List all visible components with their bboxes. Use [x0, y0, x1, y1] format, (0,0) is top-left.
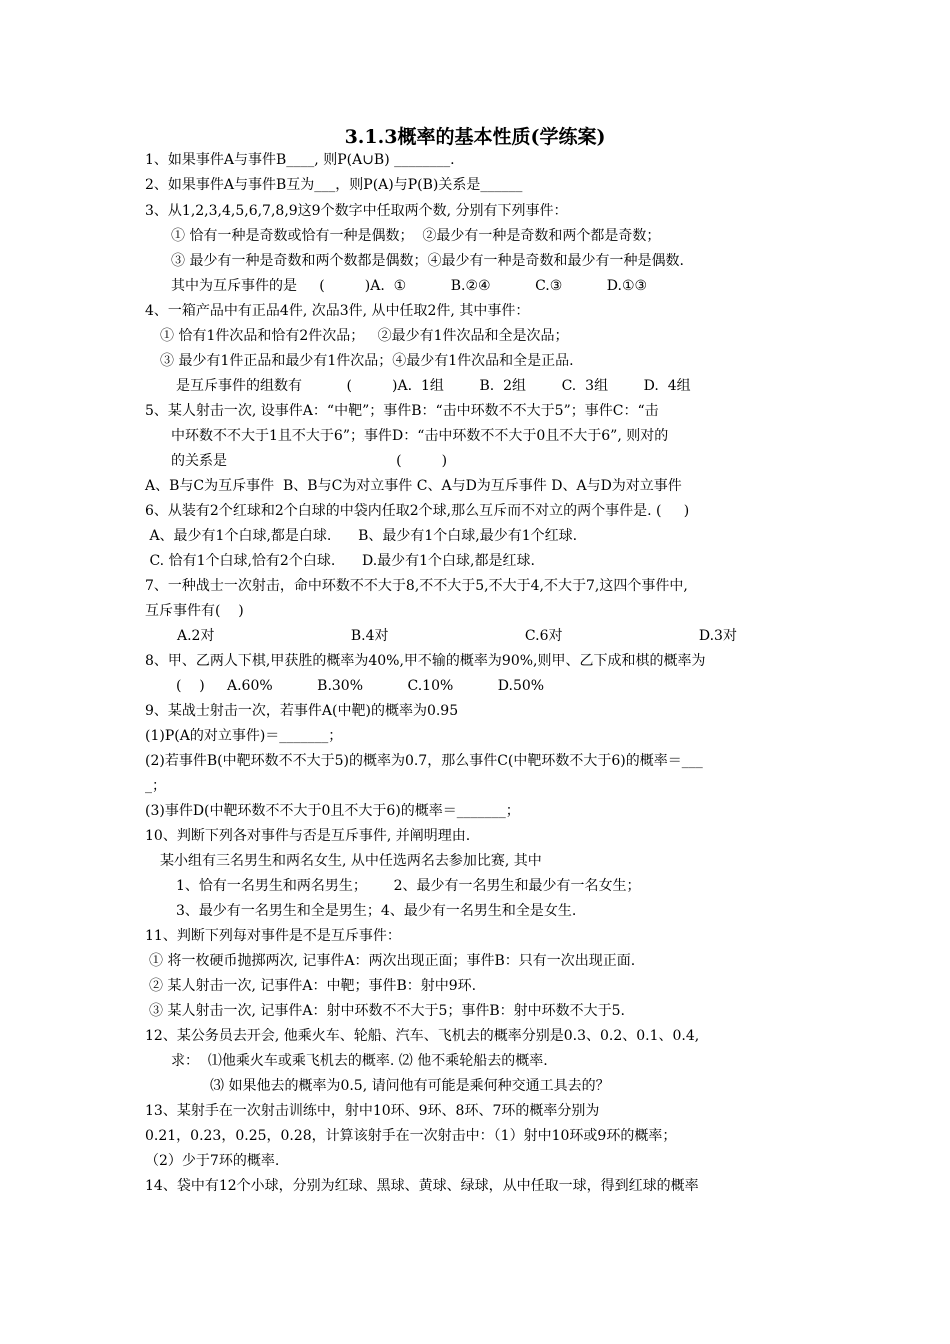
q9-line: 9、某战士射击一次，若事件A(中靶)的概率为0.95: [145, 703, 459, 719]
q11-item-1: ① 将一枚硬币抛掷两次, 记事件A：两次出现正面；事件B：只有一次出现正面.: [149, 953, 636, 969]
q13-line-1: 13、某射手在一次射击训练中，射中10环、9环、8环、7环的概率分别为: [145, 1103, 600, 1119]
q1-line: 1、如果事件A与事件B____, 则P(A∪B) ________.: [145, 152, 455, 168]
q11-item-3: ③ 某人射击一次, 记事件A：射中环数不不大于5；事件B：射中环数不大于5.: [149, 1003, 626, 1019]
q6-line: 6、从装有2个红球和2个白球的中袋内任取2个球,那么互斥而不对立的两个事件是. ( ): [145, 503, 690, 519]
q12-line-1: 12、某公务员去开会, 他乘火车、轮船、汽车、飞机去的概率分别是0.3、0.2、0.1、0.4,: [145, 1028, 700, 1044]
q14-line-1: 14、袋中有12个小球，分别为红球、黑球、黄球、绿球，从中任取一球，得到红球的概率: [145, 1178, 699, 1194]
q2-line: 2、如果事件A与事件B互为___，则P(A)与P(B)关系是______: [145, 177, 523, 193]
q5-line-1: 5、某人射击一次, 设事件A：“中靶”；事件B：“击中环数不不大于5”；事件C：“击: [145, 403, 659, 419]
q13-line-3: （2）少于7环的概率.: [145, 1153, 280, 1169]
q7-line-1: 7、一种战士一次射击，命中环数不不大于8,不不大于5,不大于4,不大于7,这四个事件中,: [145, 578, 688, 594]
q3-options: 其中为互斥事件的是 ( )A. ① B.②④ C.③ D.①③: [171, 278, 648, 294]
q10-line: 10、判断下列各对事件与否是互斥事件, 并阐明理由.: [145, 828, 471, 844]
q12-line-3: ⑶ 如果他去的概率为0.5, 请问他有可能是乘何种交通工具去的？: [210, 1078, 610, 1094]
q10-items-1: 1、恰有一名男生和两名男生； 2、最少有一名男生和最少有一名女生；: [176, 878, 641, 894]
q7-option-c: C.6对: [524, 628, 563, 644]
q5-line-3: 的关系是 ( ): [171, 453, 448, 469]
q7-line-2: 互斥事件有( ): [145, 603, 244, 619]
q6-options-2: C. 恰有1个白球,恰有2个白球. D.最少有1个白球,都是红球.: [145, 553, 535, 569]
q9-part-2-cont: _；: [145, 778, 166, 794]
q4-options: 是互斥事件的组数有 ( )A. 1组 B. 2组 C. 3组 D. 4组: [176, 378, 691, 394]
q10-context: 某小组有三名男生和两名女生, 从中任选两名去参加比赛, 其中: [160, 853, 542, 869]
q10-items-2: 3、最少有一名男生和全是男生；4、最少有一名男生和全是女生.: [176, 903, 577, 919]
q3-event-2: ③ 最少有一种是奇数和两个数都是偶数；④最少有一种是奇数和最少有一种是偶数.: [171, 253, 684, 269]
q4-line: 4、一箱产品中有正品4件, 次品3件, 从中任取2件, 其中事件：: [145, 303, 530, 319]
q8-options: ( ) A.60% B.30% C.10% D.50%: [176, 678, 545, 694]
q8-line: 8、甲、乙两人下棋,甲获胜的概率为40%,甲不输的概率为90%,则甲、乙下成和棋的概率为: [145, 653, 706, 669]
q7-options: [177, 626, 737, 646]
q11-line: 11、判断下列每对事件是不是互斥事件：: [145, 928, 401, 944]
q7-option-b: B.4对: [350, 628, 389, 644]
q9-part-3: (3)事件D(中靶环数不不大于0且不大于6)的概率＝_______；: [145, 803, 520, 819]
page-title: 3.1.3概率的基本性质(学练案): [344, 126, 606, 148]
q12-line-2: 求： ⑴他乘火车或乘飞机去的概率. ⑵ 他不乘轮船去的概率.: [171, 1053, 548, 1069]
q4-event-1: ① 恰有1件次品和恰有2件次品； ②最少有1件次品和全是次品；: [160, 328, 569, 344]
q9-part-1: (1)P(A的对立事件)＝_______；: [145, 728, 343, 744]
q3-line: 3、从1,2,3,4,5,6,7,8,9这9个数字中任取两个数, 分别有下列事件：: [145, 203, 568, 219]
q3-event-1: ① 恰有一种是奇数或恰有一种是偶数； ②最少有一种是奇数和两个都是奇数；: [171, 228, 661, 244]
q13-line-2: 0.21，0.23，0.25，0.28，计算该射手在一次射击中：（1）射中10环或9环的概率；: [145, 1128, 677, 1144]
q5-options: A、B与C为互斥事件 B、B与C为对立事件 C、A与D为互斥事件 D、A与D为对立事件: [145, 478, 682, 494]
q9-part-2: (2)若事件B(中靶环数不不大于5)的概率为0.7，那么事件C(中靶环数不大于6)的概率＝___: [145, 753, 703, 769]
q7-option-a: A.2对: [177, 628, 215, 644]
q7-option-d: D.3对: [698, 628, 737, 644]
q11-item-2: ② 某人射击一次, 记事件A：中靶；事件B：射中9环.: [149, 978, 477, 994]
q4-event-2: ③ 最少有1件正品和最少有1件次品；④最少有1件次品和全是正品.: [160, 353, 574, 369]
q6-options-1: A、最少有1个白球,都是白球. B、最少有1个白球,最少有1个红球.: [145, 528, 578, 544]
q5-line-2: 中环数不不大于1且不大于6”；事件D：“击中环数不不大于0且不大于6”, 则对的: [171, 428, 669, 444]
